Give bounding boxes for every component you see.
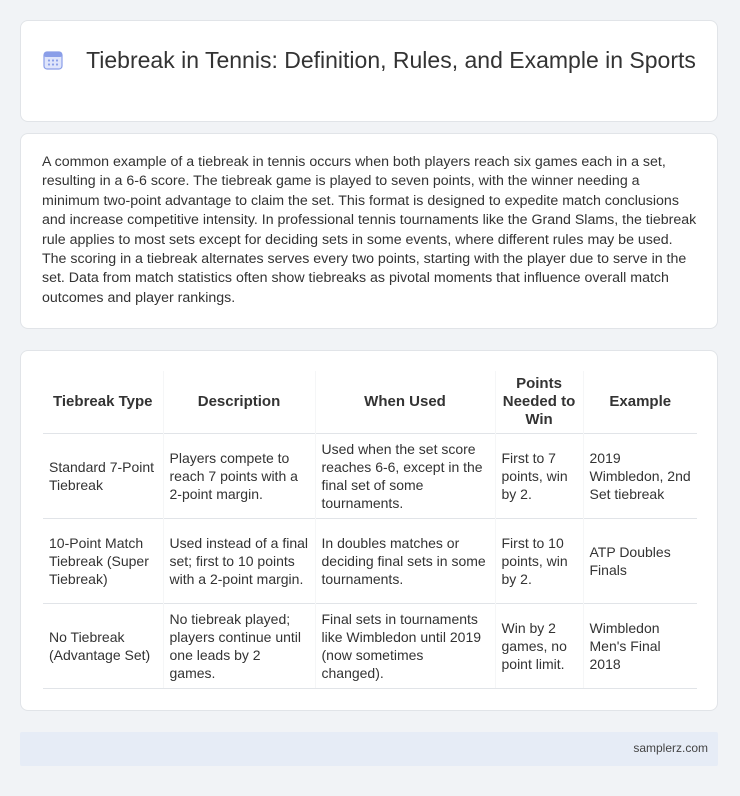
column-header: Tiebreak Type — [53, 392, 153, 410]
table-cell: Used instead of a final set; first to 10 points with a 2-point margin. — [163, 518, 315, 603]
footer-site-link[interactable]: samplerz.com — [633, 741, 708, 755]
footer-bar — [20, 732, 718, 766]
title-card — [20, 20, 718, 122]
table-cell: Players compete to reach 7 points with a 2-point margin. — [163, 433, 315, 518]
table-cell: Standard 7-Point Tiebreak — [43, 433, 163, 518]
table-cell: ATP Doubles Finals — [583, 518, 697, 603]
table-cell: Final sets in tournaments like Wimbledon until 2019 (now sometimes changed). — [315, 603, 495, 688]
calendar-icon — [42, 49, 64, 71]
column-header: Example — [583, 371, 697, 433]
table-cell: Wimbledon Men's Final 2018 — [583, 603, 697, 688]
table-cell: Win by 2 games, no point limit. — [495, 603, 583, 688]
table-cell: No tiebreak played; players continue until one leads by 2 games. — [163, 603, 315, 688]
column-header: When Used — [315, 371, 495, 433]
table-row — [43, 603, 697, 688]
table-cell: Used when the set score reaches 6-6, except in the final set of some tournaments. — [315, 433, 495, 518]
intro-paragraph: A common example of a tiebreak in tennis occurs when both players reach six games each in a set, resulting in a 6-6 score. The tiebreak game is played to seven points, with the winner needing a minimum two-point advantage to claim the set. This format is designed to expedite match conclusions and increase competitive intensity. In professional tennis tournaments like the Grand Slams, the tiebreak rule applies to most sets except for deciding sets in some events, where different rules may be used. The scoring in a tiebreak alternates serves every two points, starting with the player due to serve in the set. Data from match statistics often show tiebreaks as pivotal moments that influence overall match outcomes and player rankings. — [42, 154, 697, 306]
table-row — [43, 433, 697, 518]
page-title-text: Tiebreak in Tennis: Definition, Rules, and Example in Sports — [86, 47, 696, 73]
table-cell: No Tiebreak (Advantage Set) — [43, 603, 163, 688]
intro-card — [20, 133, 718, 329]
table-cell: First to 10 points, win by 2. — [495, 518, 583, 603]
table-cell: 2019 Wimbledon, 2nd Set tiebreak — [583, 433, 697, 518]
column-header: Points Needed to Win — [495, 371, 583, 433]
table-cell: 10-Point Match Tiebreak (Super Tiebreak) — [43, 518, 163, 603]
table-header-row — [43, 371, 697, 433]
table-cell: In doubles matches or deciding final sets in some tournaments. — [315, 518, 495, 603]
table-row — [43, 518, 697, 603]
table-card — [20, 350, 718, 711]
tiebreak-table — [43, 371, 697, 689]
page-title — [21, 45, 717, 75]
table-cell: First to 7 points, win by 2. — [495, 433, 583, 518]
column-header: Description — [163, 371, 315, 433]
